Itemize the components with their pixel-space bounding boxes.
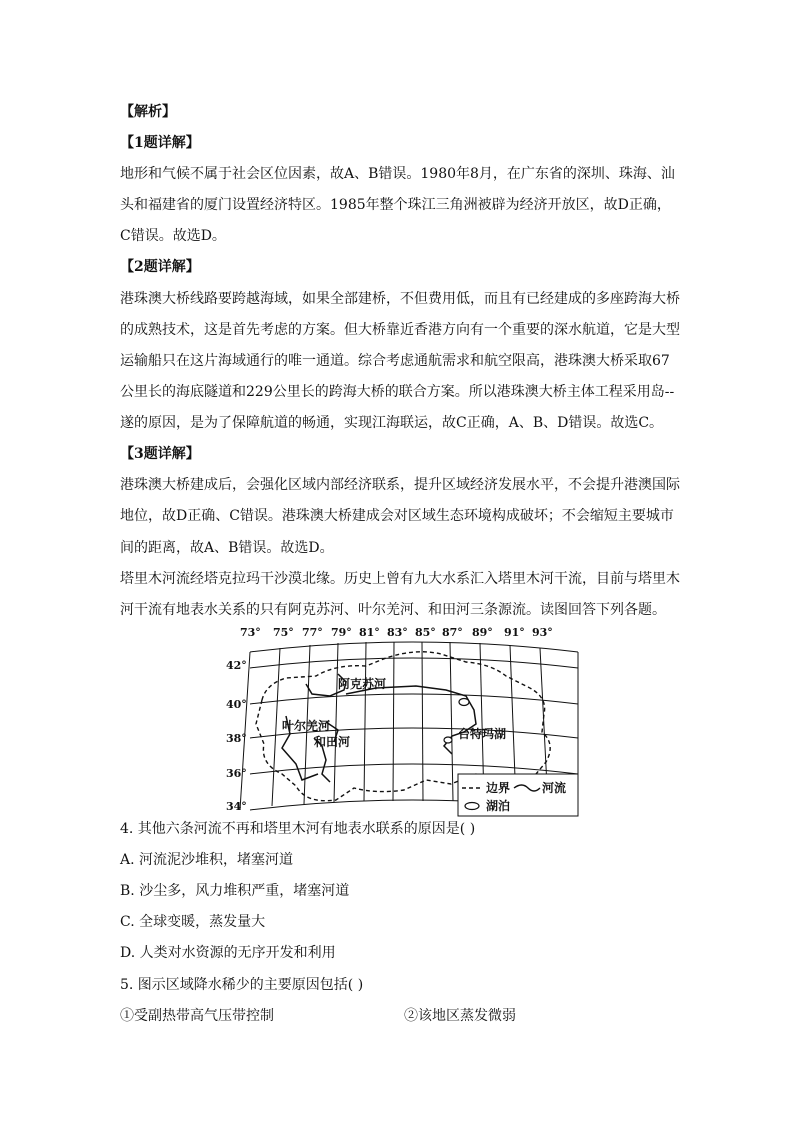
lon-label: 73° [240,626,261,639]
q2-line: 的成熟技术，这是首先考虑的方案。但大桥靠近香港方向有一个重要的深水航道，它是大型 [120,322,680,338]
lat-label: 42° [226,659,247,672]
lake-marker [459,699,469,706]
lon-label: 91° [504,626,525,639]
lon-label: 81° [359,626,380,639]
lat-label: 34° [226,800,247,813]
lon-label: 75° [273,626,294,639]
q2-line: 遂的原因，是为了保障航道的畅通，实现江海联运，故C正确，A、B、D错误。故选C。 [120,415,664,431]
legend-lake-symbol [465,803,479,810]
meridian-line [393,642,394,801]
q2-line: 公里长的海底隧道和229公里长的跨海大桥的联合方案。所以港珠澳大桥主体工程采用岛-- [120,384,675,400]
q5-stem: 5. 图示区域降水稀少的主要原因包括( ) [120,977,364,993]
q4-option: C. 全球变暖，蒸发量大 [120,914,266,930]
tarim-river-map [226,624,582,818]
q2-line: 运输船只在这片海域通行的唯一通道。综合考虑通航需求和航空限高，港珠澳大桥采取67 [120,353,670,369]
lon-label: 79° [331,626,352,639]
legend-lake-label: 湖泊 [486,799,511,813]
label-yarkand: 叶尔羌河 [282,719,331,733]
intro-line: 河干流有地表水关系的只有阿克苏河、叶尔羌河、和田河三条源流。读图回答下列各题。 [120,602,666,618]
q1-line: 头和福建省的厦门设置经济特区。1985年整个珠江三角洲被辟为经济开放区，故D正确， [120,197,671,213]
lon-label: 93° [532,626,553,639]
q2-title: 【2题详解】 [120,259,200,275]
parallel-line [250,694,578,704]
q3-title: 【3题详解】 [120,446,200,462]
q4-option: B. 沙尘多，风力堆积严重，堵塞河道 [120,883,350,899]
analysis-heading: 【解析】 [120,104,176,120]
lat-label: 38° [226,732,247,745]
meridian-line [272,648,280,806]
lat-label: 40° [226,698,247,711]
lon-label: 77° [302,626,323,639]
meridian-line [450,642,453,801]
q1-line: 地形和气候不属于社会区位因素，故A、B错误。1980年8月，在广东省的深圳、珠海、汕 [120,166,675,182]
q1-title: 【1题详解】 [120,135,200,151]
legend-border-label: 边界 [486,781,511,795]
meridian-line [334,643,338,802]
q4-option: D. 人类对水资源的无序开发和利用 [120,945,336,961]
q2-line: 港珠澳大桥线路要跨越海域，如果全部建桥，不但费用低，而且有已经建成的多座跨海大桥 [120,291,680,307]
lon-label: 85° [415,626,436,639]
lat-label: 36° [226,767,247,780]
q5-item: ①受副热带高气压带控制 [120,1008,274,1024]
lake-marker [444,737,452,743]
q3-line: 间的距离，故A、B错误。故选D。 [120,540,334,556]
parallel-line [250,658,578,668]
q4-stem: 4. 其他六条河流不再和塔里木河有地表水联系的原因是( ) [120,821,476,837]
label-lake: 台特玛湖 [458,727,507,741]
q3-line: 地位，故D正确、C错误。港珠澳大桥建成会对区域生态环境构成破坏；不会缩短主要城市 [120,508,674,524]
q1-line: C错误。故选D。 [120,228,226,244]
parallel-line [250,642,578,652]
intro-line: 塔里木河流经塔克拉玛干沙漠北缘。历史上曾有九大水系汇入塔里木河干流，目前与塔里木 [120,571,680,587]
legend-river-label: 河流 [542,781,567,795]
lon-label: 83° [387,626,408,639]
lon-label: 89° [472,626,493,639]
q3-line: 港珠澳大桥建成后，会强化区域内部经济联系，提升区域经济发展水平，不会提升港澳国际 [120,477,680,493]
lon-label: 87° [442,626,463,639]
meridian-line [422,642,423,801]
q5-item: ②该地区蒸发微弱 [404,1008,516,1024]
q4-option: A. 河流泥沙堆积，堵塞河道 [120,852,294,868]
label-hotan: 和田河 [314,735,351,749]
label-aksu: 阿克苏河 [338,677,387,691]
meridian-line [240,652,250,810]
